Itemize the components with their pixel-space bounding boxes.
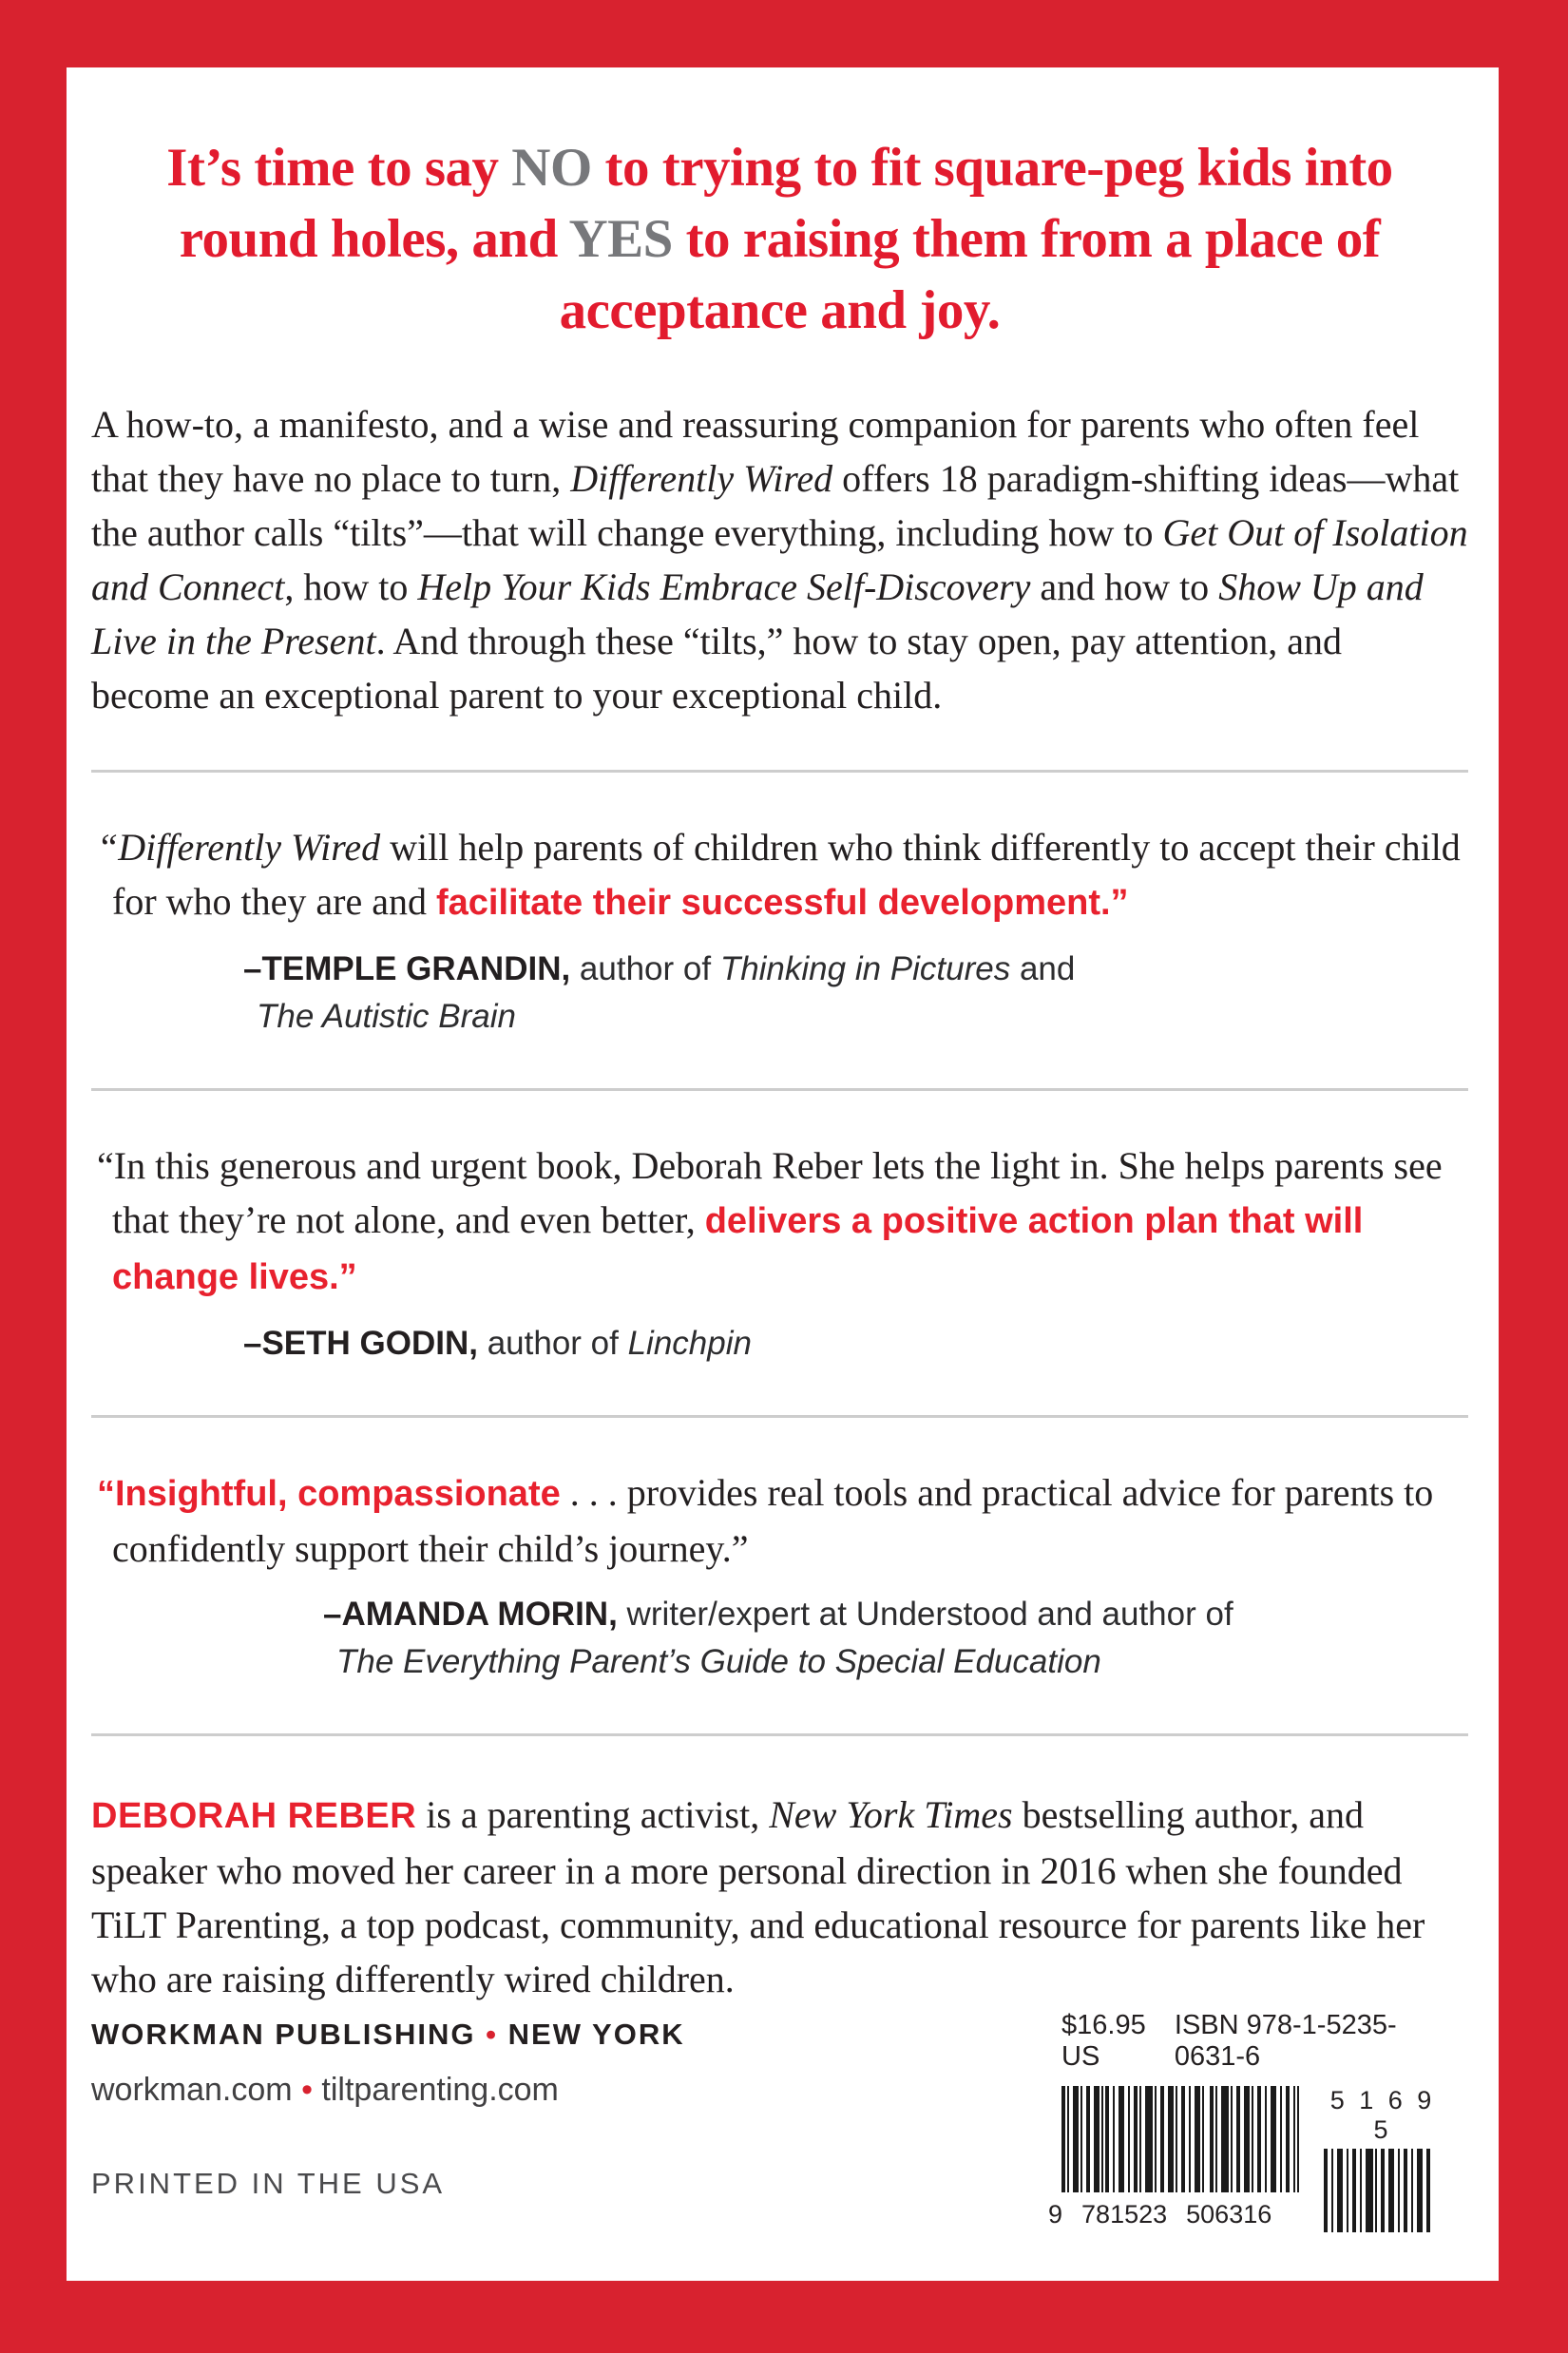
attribution-line2: The Autistic Brain [257,998,516,1035]
website-tiltparenting: tiltparenting.com [321,2072,559,2108]
quote-body: . . . provides real tools and practical advice for parents to confidently support their child’s journey.” [112,1471,1434,1570]
attribution-role: and [1010,950,1076,987]
intro-text: offers 18 paradigm-shifting ideas—what the author calls “tilts”—that will change everything, including how to [91,457,1460,554]
publisher-line [91,2019,685,2049]
attribution-name: –AMANDA MORIN, [323,1596,618,1633]
quote-highlight-red: facilitate their successful development.” [435,883,1129,923]
barcode-block [1048,2010,1442,2237]
headline-text: to raising them from a place of acceptance and joy. [559,209,1381,340]
ean-barcode-bars [1061,2086,1299,2192]
ean-digit-group: 781523 [1081,2200,1168,2229]
quote-amanda-morin [91,1465,1468,1686]
publisher-city: NEW YORK [507,2018,685,2051]
author-bio [91,1788,1468,2006]
attribution-line2: The Everything Parent’s Guide to Special Education [336,1643,1101,1680]
ean-digits [1048,2200,1299,2229]
book-title-italic: Differently Wired [570,457,833,500]
website-workman: workman.com [91,2072,293,2108]
intro-text: A how-to, a manifesto, and a wise and reassuring companion for parents who often feel that they have no place to turn, [91,403,1420,500]
footer [91,2010,1468,2237]
author-name-red: DEBORAH REBER [91,1796,417,1836]
websites-line [91,2074,685,2106]
addon-barcode-bars [1324,2149,1430,2232]
headline-word-yes: YES [568,209,673,269]
bullet-separator: • [301,2072,313,2108]
attribution [243,946,1468,993]
attribution-role: author of [477,1325,628,1362]
cover-content [67,67,1499,2281]
quote-highlight-red: delivers a positive action plan that will change lives.” [112,1201,1364,1297]
ean-barcode [1048,2086,1299,2229]
tilt-title-italic: Show Up and Live in the Present [91,565,1424,662]
attribution-work-italic: Linchpin [627,1325,752,1362]
bio-text: is a parenting activist, [416,1793,770,1836]
attribution-name: –TEMPLE GRANDIN, [243,950,571,987]
quote-highlight-red: “Insightful, compassionate [97,1474,561,1514]
intro-text: , how to [284,565,418,608]
divider [91,1415,1468,1418]
quote-text [91,1465,1468,1576]
book-title-italic: “Differently Wired [97,826,381,869]
barcode-meta [1061,2010,1442,2073]
intro-text: . And through these “tilts,” how to stay open, pay attention, and become an exceptional parent to your exceptional child. [91,620,1343,717]
quote-text [91,820,1468,930]
attribution [323,1591,1468,1638]
bio-text: bestselling author, and speaker who moved her career in a more personal direction in 2016 when she founded TiLT Parenting, a top podcast, community, and educational resource for parents like her who are raising differently wired children. [91,1793,1425,2000]
attribution-work-italic: Thinking in Pictures [719,950,1011,987]
quote-body: will help parents of children who think differently to accept their child for who they are and [112,826,1461,923]
bullet-separator: • [486,2018,499,2051]
attribution-role: author of [570,950,720,987]
headline-text: It’s time to say [166,138,512,198]
divider [91,1088,1468,1091]
quote-temple-grandin [91,820,1468,1041]
attribution-name: –SETH GODIN, [243,1325,478,1362]
quote-seth-godin [91,1138,1468,1368]
printed-in-usa: PRINTED IN THE USA [91,2167,446,2200]
ean-digit-lead: 9 [1048,2200,1063,2229]
addon-digits: 5 1 6 9 5 [1329,2086,1436,2144]
barcode-row [1048,2086,1442,2237]
attribution [243,1320,1468,1368]
tilt-title-italic: Get Out of Isolation and Connect [91,511,1468,608]
publisher-name: WORKMAN PUBLISHING [91,2018,476,2051]
attribution-role: writer/expert at Understood and author of [617,1596,1233,1633]
divider [91,1733,1468,1736]
quote-text [91,1138,1468,1305]
tilt-title-italic: Help Your Kids Embrace Self-Discovery [417,565,1031,608]
intro-text: and how to [1030,565,1219,608]
headline [125,132,1434,346]
intro-paragraph [91,397,1468,722]
headline-text: to trying to fit square-peg kids into round holes, and [179,138,1393,269]
nyt-italic: New York Times [769,1793,1013,1836]
headline-word-no: NO [511,138,592,198]
isbn: ISBN 978-1-5235-0631-6 [1174,2010,1397,2072]
quote-body: “In this generous and urgent book, Deborah Reber lets the light in. She helps parents see that they’re not alone, and even better, [97,1144,1443,1241]
ean-digit-group: 506316 [1186,2200,1272,2229]
price: $16.95 US [1061,2010,1146,2072]
addon-barcode [1324,2086,1442,2237]
divider [91,770,1468,773]
publisher-block [91,2010,685,2198]
